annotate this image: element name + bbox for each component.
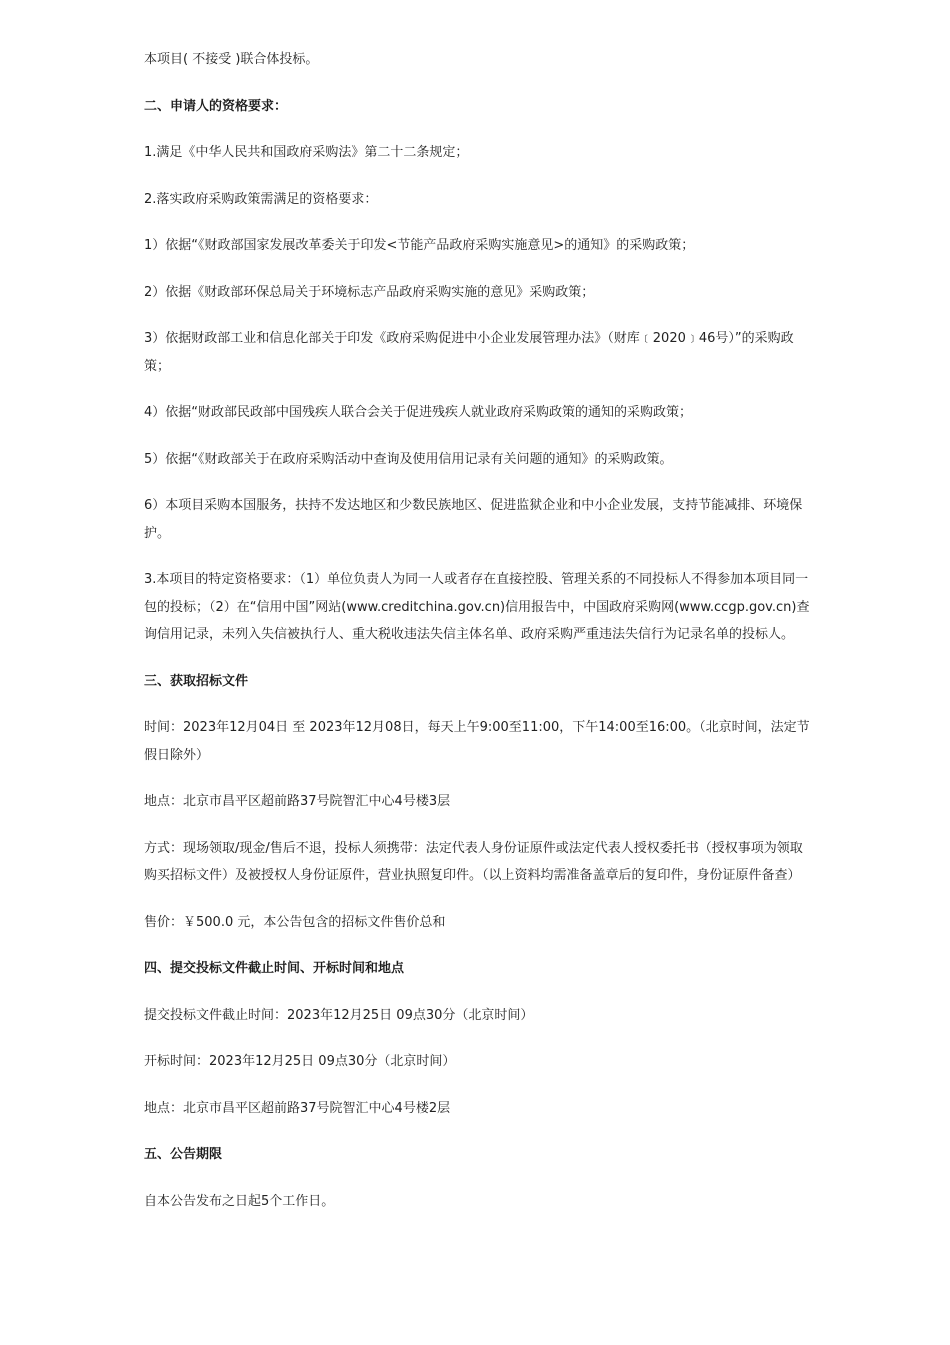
section-heading-obtain-documents: 三、获取招标文件 [144,673,249,689]
announcement-period: 自本公告发布之日起5个工作日。 [144,1193,335,1209]
submission-deadline: 提交投标文件截止时间：2023年12月25日 09点30分（北京时间） [144,1007,534,1023]
document-price: 售价：￥500.0 元，本公告包含的招标文件售价总和 [144,914,446,930]
bid-opening-location: 地点：北京市昌平区超前路37号院智汇中心4号楼2层 [144,1100,451,1116]
qualification-item-1: 1.满足《中华人民共和国政府采购法》第二十二条规定； [144,145,469,160]
bid-opening-time: 开标时间：2023年12月25日 09点30分（北京时间） [144,1054,456,1069]
section-heading-announcement-period: 五、公告期限 [144,1147,223,1162]
section-heading-submission: 四、提交投标文件截止时间、开标时间和地点 [144,961,405,976]
policy-item-4: 4）依据“财政部民政部中国残疾人联合会关于促进残疾人就业政府采购政策的通知的采购政策； [144,405,693,420]
qualification-item-2: 2.落实政府采购政策需满足的资格要求： [144,191,378,207]
obtain-time: 时间：2023年12月04日 至 2023年12月08日，每天上午9:00至11:00，下午14:00至16:00。（北京时间，法定节假日除外） [144,720,810,763]
obtain-method: 方式：现场领取/现金/售后不退，投标人须携带：法定代表人身份证原件或法定代表人授权委托书（授权事项为领取购买招标文件）及被授权人身份证原件，营业执照复印件。（以上资料均需准备盖章后的复印件，身份证原件备查） [144,840,803,883]
qualification-item-3: 3.本项目的特定资格要求：（1）单位负责人为同一人或者存在直接控股、管理关系的不同投标人不得参加本项目同一包的投标；（2）在“信用中国”网站(www.creditchina.gov.cn)信用报告中，中国政府采购网(www.ccgp.gov.cn)查询信用记录，未列入失信被执行人、重大税收违法失信主体名单、政府采购严重违法失信行为记录名单的投标人。 [144,572,810,642]
policy-item-3: 3）依据财政部工业和信息化部关于印发《政府采购促进中小企业发展管理办法》（财库﹝2020﹞46号）”的采购政策； [144,331,794,374]
policy-item-1: 1）依据“《财政部国家发展改革委关于印发<节能产品政府采购实施意见>的通知》的采购政策； [144,238,695,253]
policy-item-2: 2）依据《财政部环保总局关于环境标志产品政府采购实施的意见》采购政策； [144,284,595,300]
obtain-location: 地点：北京市昌平区超前路37号院智汇中心4号楼3层 [144,794,451,809]
section-heading-qualifications: 二、申请人的资格要求： [144,98,288,114]
consortium-note: 本项目( 不接受 )联合体投标。 [144,52,319,67]
announcement-body [144,46,814,1234]
policy-item-6: 6）本项目采购本国服务，扶持不发达地区和少数民族地区、促进监狱企业和中小企业发展，支持节能减排、环境保护。 [144,498,803,541]
policy-item-5: 5）依据“《财政部关于在政府采购活动中查询及使用信用记录有关问题的通知》的采购政策。 [144,451,673,467]
